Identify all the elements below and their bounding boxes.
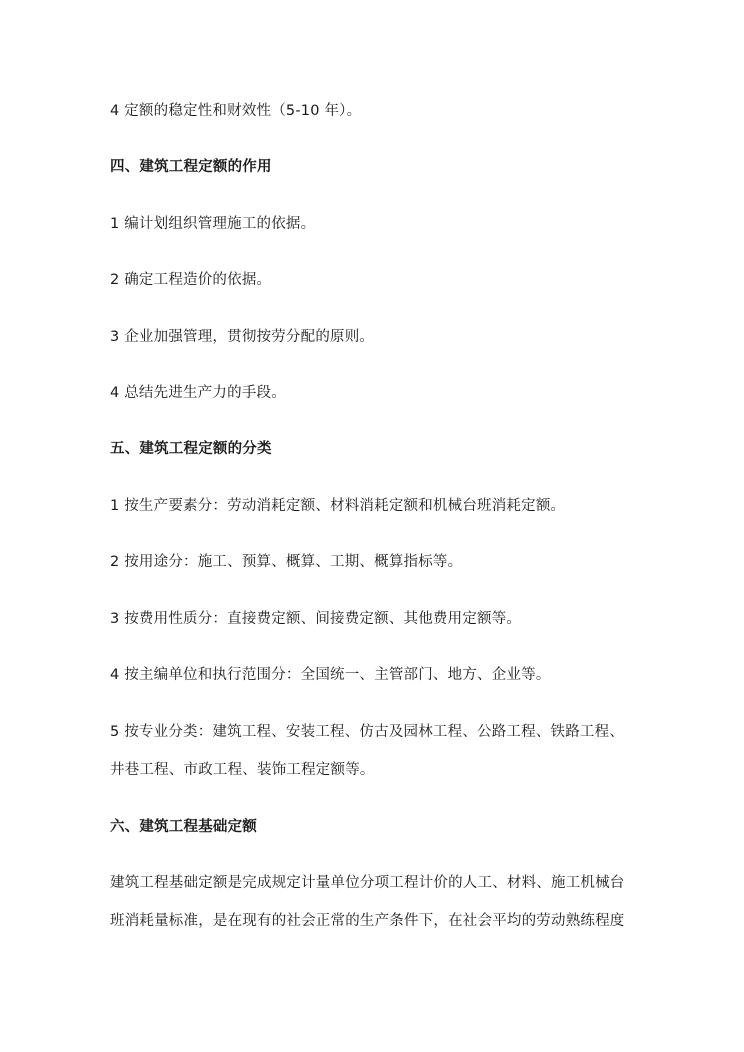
section-6-paragraph-line-2: 班消耗量标准，是在现有的社会正常的生产条件下，在社会平均的劳动熟练程度: [110, 913, 625, 929]
section-4-item-3: 3 企业加强管理，贯彻按劳分配的原则。: [110, 329, 375, 345]
section-5-heading: 五、建筑工程定额的分类: [110, 441, 272, 457]
stability-item: 4 定额的稳定性和财效性（5-10 年）。: [110, 103, 362, 119]
section-6-heading: 六、建筑工程基础定额: [110, 819, 257, 835]
section-5-item-5: 5 按专业分类：建筑工程、安装工程、仿古及园林工程、公路工程、铁路工程、: [110, 724, 625, 740]
section-5-item-2: 2 按用途分：施工、预算、概算、工期、概算指标等。: [110, 554, 463, 570]
section-5-item-4: 4 按主编单位和执行范围分：全国统一、主管部门、地方、企业等。: [110, 667, 551, 683]
section-4-heading: 四、建筑工程定额的作用: [110, 159, 272, 175]
section-5-item-1: 1 按生产要素分：劳动消耗定额、材料消耗定额和机械台班消耗定额。: [110, 498, 566, 514]
section-4-item-4: 4 总结先进生产力的手段。: [110, 385, 286, 401]
section-5-item-5-continued: 井巷工程、市政工程、装饰工程定额等。: [110, 762, 375, 778]
section-5-item-3: 3 按费用性质分：直接费定额、间接费定额、其他费用定额等。: [110, 611, 522, 627]
section-4-item-2: 2 确定工程造价的依据。: [110, 272, 272, 288]
section-4-item-1: 1 编计划组织管理施工的依据。: [110, 216, 316, 232]
section-6-paragraph-line-1: 建筑工程基础定额是完成规定计量单位分项工程计价的人工、材料、施工机械台: [110, 875, 625, 891]
